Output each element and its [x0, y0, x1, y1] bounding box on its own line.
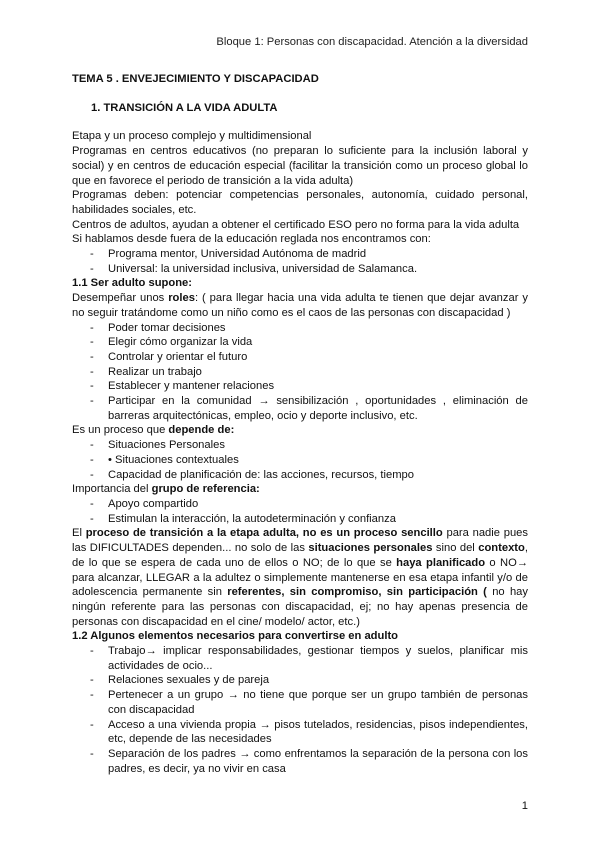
list-item: - Establecer y mantener relaciones	[72, 379, 528, 394]
list-item: - Apoyo compartido	[72, 497, 528, 512]
text: , de lo que se espera de cada uno de ellos o NO; de lo que se	[72, 542, 528, 569]
list-item: - Elegir cómo organizar la vida	[72, 335, 528, 350]
paragraph: Programas en centros educativos (no preparan lo suficiente para la inclusión laboral y social) y en centros de educación especial (facilitar la transición como un proceso global lo que en favorece el periodo de transición a la vida adulta)	[72, 145, 528, 187]
intro-block	[72, 129, 528, 247]
text: Es un proceso que	[72, 424, 169, 437]
text: Desempeñar unos	[72, 292, 169, 305]
bold-text: haya planificado	[396, 556, 486, 569]
bold-text: roles	[168, 292, 195, 305]
grupo-list	[72, 497, 528, 526]
roles-paragraph	[72, 291, 528, 320]
document-body	[72, 70, 528, 776]
subsection-title-1-1: 1.1 Ser adulto supone:	[72, 277, 192, 290]
depende-list	[72, 438, 528, 482]
text: El	[72, 527, 86, 540]
bold-text: grupo de referencia:	[151, 483, 260, 496]
depende-paragraph	[72, 423, 528, 438]
list-item: - Participar en la comunidad → sensibilización , oportunidades , eliminación de barreras arquitectónicas, empleo, ocio y deporte inclusivo, etc.	[72, 394, 528, 423]
elements-list	[72, 644, 528, 776]
list-item: - • Situaciones contextuales	[72, 453, 528, 468]
paragraph: Centros de adultos, ayudan a obtener el certificado ESO pero no forma para la vida adulta	[72, 218, 520, 231]
bold-text: proceso de transición a la etapa adulta, no es un proceso sencillo	[85, 527, 443, 540]
transition-paragraph	[72, 526, 528, 629]
paragraph: Si hablamos desde fuera de la educación reglada nos encontramos con:	[72, 233, 431, 246]
text: no hay ningún referente para las personas con discapacidad, ej; no hay apenas presencia de personas con discapacidad en el cine/ modelo/ actor, etc.)	[72, 586, 528, 628]
outside-list	[72, 247, 528, 276]
list-item: - Universal: la universidad inclusiva, universidad de Salamanca.	[72, 262, 528, 277]
paragraph: Programas deben: potenciar competencias personales, autonomía, cuidado personal, habilidades sociales, etc.	[72, 189, 528, 216]
text: sino del	[432, 542, 479, 555]
list-item: - Separación de los padres → como enfrentamos la separación de la persona con los padres, es decir, ya no vivir en casa	[72, 747, 528, 776]
text: Importancia del	[72, 483, 152, 496]
grupo-paragraph	[72, 482, 528, 497]
list-item: - Capacidad de planificación de: las acciones, recursos, tiempo	[72, 468, 528, 483]
list-item: - Relaciones sexuales y de pareja	[72, 673, 528, 688]
list-item: - Trabajo→ implicar responsabilidades, gestionar tiempos y suelos, planificar mis actividades de ocio...	[72, 644, 528, 673]
list-item: - Pertenecer a un grupo → no tiene que porque ser un grupo también de personas con discapacidad	[72, 688, 528, 717]
list-item: - Situaciones Personales	[72, 438, 528, 453]
list-item: - Programa mentor, Universidad Autónoma de madrid	[72, 247, 528, 262]
list-item: - Controlar y orientar el futuro	[72, 350, 528, 365]
tema-title: TEMA 5 . ENVEJECIMIENTO Y DISCAPACIDAD	[72, 73, 319, 85]
subsection-title-1-2: 1.2 Algunos elementos necesarios para convertirse en adulto	[72, 630, 398, 643]
text: : ( para llegar hacia una vida adulta te tienen que dejar avanzar y no seguir tratándome como un niño como es el caos de las personas con discapacidad )	[72, 292, 528, 319]
list-item: - Estimulan la interacción, la autodeterminación y confianza	[72, 512, 528, 527]
paragraph: Etapa y un proceso complejo y multidimensional	[72, 130, 312, 143]
bold-text: referentes, sin compromiso, sin participación (	[227, 586, 487, 599]
bold-text: situaciones personales	[308, 542, 433, 555]
list-item: - Acceso a una vivienda propia → pisos tutelados, residencias, pisos independientes, etc, depende de las necesidades	[72, 718, 528, 747]
bold-text: depende de:	[168, 424, 235, 437]
page-number: 1	[521, 800, 528, 812]
list-item: - Realizar un trabajo	[72, 365, 528, 380]
page-header: Bloque 1: Personas con discapacidad. Atención a la diversidad	[216, 36, 528, 48]
bold-text: contexto	[478, 542, 525, 555]
roles-list	[72, 321, 528, 424]
text: para nadie pues las DIFICULTADES dependen... no solo de las	[72, 527, 528, 555]
text: o NO→ para alcanzar, LLEGAR a la adultez o simplemente mantenerse en esa etapa infantil y/o de adolescencia permanente sin	[72, 556, 528, 599]
list-item: - Poder tomar decisiones	[72, 321, 528, 336]
section-title: 1. TRANSICIÓN A LA VIDA ADULTA	[91, 101, 278, 114]
